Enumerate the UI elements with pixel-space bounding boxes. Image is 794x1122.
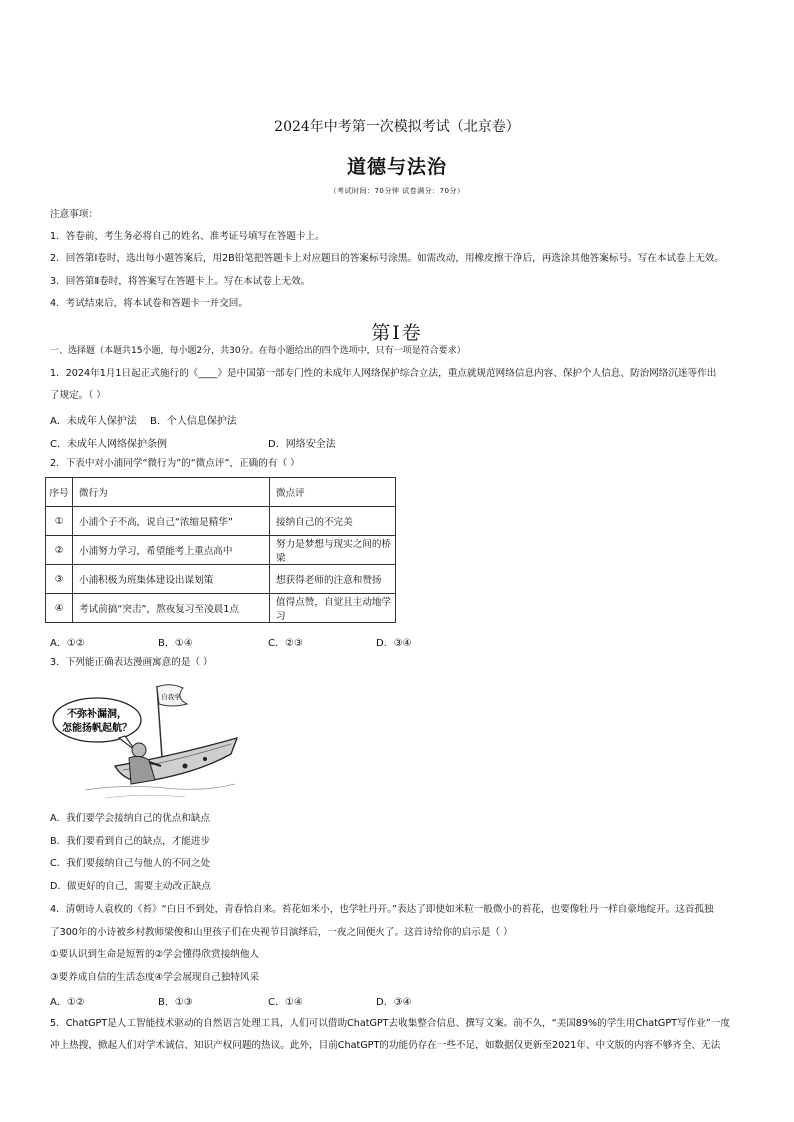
- q4-option-c[interactable]: C．①④: [268, 997, 303, 1008]
- table-header-cell: 序号: [46, 478, 73, 507]
- table-row: [46, 536, 396, 565]
- table-row: [46, 507, 396, 536]
- q1-option-c[interactable]: C．未成年人网络保护条例: [50, 439, 167, 450]
- q1-option-a[interactable]: A．未成年人保护法: [50, 416, 137, 427]
- table-header-cell: 微点评: [270, 478, 396, 507]
- q2-option-c[interactable]: C．②③: [268, 638, 303, 649]
- q4-line-2: 了300年的小诗被乡村教师梁俊和山里孩子们在央视节目演绎后，一夜之间便火了。这首诗给你的启示是（ ）: [50, 927, 513, 938]
- q1-option-b[interactable]: B．个人信息保护法: [150, 416, 237, 427]
- q4-line-4: ③要养成自信的生活态度④学会展现自己独特风采: [50, 972, 260, 983]
- table-row: [46, 565, 396, 594]
- table-cell: 值得点赞，自觉且主动地学习: [270, 594, 396, 623]
- table-header-cell: 微行为: [73, 478, 270, 507]
- table-cell: 小浦个子不高，说自己“浓缩是精华”: [73, 507, 270, 536]
- q2-option-b[interactable]: B．①④: [158, 638, 193, 649]
- table-cell: ①: [46, 507, 73, 536]
- table-cell: 小浦积极为班集体建设出谋划策: [73, 565, 270, 594]
- table-header-row: [46, 478, 396, 507]
- q2-table: [45, 477, 396, 623]
- speech-text-line-2: 怎能扬帆起航？: [62, 723, 132, 734]
- part-title: 第Ⅰ卷: [371, 322, 423, 344]
- table-cell: 接纳自己的不完美: [270, 507, 396, 536]
- flag-text: 自我学: [161, 693, 181, 701]
- q4-line-1: 4．清朝诗人袁枚的《苔》“白日不到处，青春恰自来。苔花如米小，也学牡丹开。”表达了即使如米粒一般微小的苔花，也要像牡丹一样自豪地绽开。这首孤独: [50, 904, 714, 915]
- notes-heading: 注意事项：: [50, 209, 98, 220]
- note-item-3: 3．回答第Ⅱ卷时，将答案写在答题卡上。写在本试卷上无效。: [50, 276, 311, 287]
- q1-line-1: 1．2024年1月1日起正式施行的《____》是中国第一部专门性的未成年人网络保护综合立法，重点就规范网络信息内容、保护个人信息、防治网络沉迷等作出: [50, 368, 717, 379]
- note-item-4: 4．考试结束后，将本试卷和答题卡一并交回。: [50, 298, 248, 309]
- table-cell: ③: [46, 565, 73, 594]
- table-cell: 小浦努力学习，希望能考上重点高中: [73, 536, 270, 565]
- q4-option-a[interactable]: A．①②: [50, 997, 85, 1008]
- q3-option-b[interactable]: B．我们要看到自己的缺点，才能进步: [50, 836, 211, 847]
- q3-option-d[interactable]: D．做更好的自己，需要主动改正缺点: [50, 881, 211, 892]
- exam-meta: （考试时间：70分钟 试卷满分：70分）: [329, 187, 465, 195]
- q5-line-1: 5．ChatGPT是人工智能技术驱动的自然语言处理工具，人们可以借助ChatGPT去收集整合信息、撰写文案。前不久，“美国89%的学生用ChatGPT写作业”一度: [50, 1018, 730, 1029]
- table-cell: ④: [46, 594, 73, 623]
- q5-line-2: 冲上热搜，掀起人们对学术诚信、知识产权问题的热议。此外，目前ChatGPT的功能仍存在一些不足，如数据仅更新至2021年、中文版的内容不够齐全、无法: [50, 1040, 721, 1051]
- exam-title: 2024年中考第一次模拟考试（北京卷）: [274, 119, 520, 135]
- q1-line-2: 了规定。（ ）: [50, 390, 106, 401]
- q3-option-c[interactable]: C．我们要接纳自己与他人的不同之处: [50, 858, 211, 869]
- q3-stem: 3．下列能正确表达漫画寓意的是（ ）: [50, 657, 213, 668]
- table-cell: ②: [46, 536, 73, 565]
- q4-option-b[interactable]: B．①③: [158, 997, 193, 1008]
- subject-title: 道德与法治: [346, 156, 447, 178]
- q2-option-a[interactable]: A．①②: [50, 638, 85, 649]
- q4-line-3: ①要认识到生命是短暂的②学会懂得欣赏接纳他人: [50, 949, 260, 960]
- note-item-2: 2．回答第Ⅰ卷时，选出每小题答案后，用2B铅笔把答题卡上对应题目的答案标号涂黑。如需改动，用橡皮擦干净后，再选涂其他答案标号。写在本试卷上无效。: [50, 253, 724, 264]
- q2-stem: 2．下表中对小浦同学“微行为”的“微点评”，正确的有（ ）: [50, 458, 300, 469]
- speech-text-line-1: 不弥补漏洞，: [67, 709, 127, 720]
- boat-cartoon-image: [45, 680, 240, 805]
- table-row: [46, 594, 396, 623]
- section-title: 一、选择题（本题共15小题，每小题2分，共30分。在每小题给出的四个选项中，只有一项是符合要求）: [50, 346, 466, 356]
- q3-option-a[interactable]: A．我们要学会接纳自己的优点和缺点: [50, 813, 211, 824]
- table-cell: 想获得老师的注意和赞扬: [270, 565, 396, 594]
- q1-option-d[interactable]: D．网络安全法: [268, 439, 336, 450]
- table-cell: 考试前搞“突击”，熬夜复习至凌晨1点: [73, 594, 270, 623]
- note-item-1: 1．答卷前，考生务必将自己的姓名、准考证号填写在答题卡上。: [50, 231, 325, 242]
- q2-option-d[interactable]: D．③④: [376, 638, 412, 649]
- q4-option-d[interactable]: D．③④: [376, 997, 412, 1008]
- table-cell: 努力是梦想与现实之间的桥梁: [270, 536, 396, 565]
